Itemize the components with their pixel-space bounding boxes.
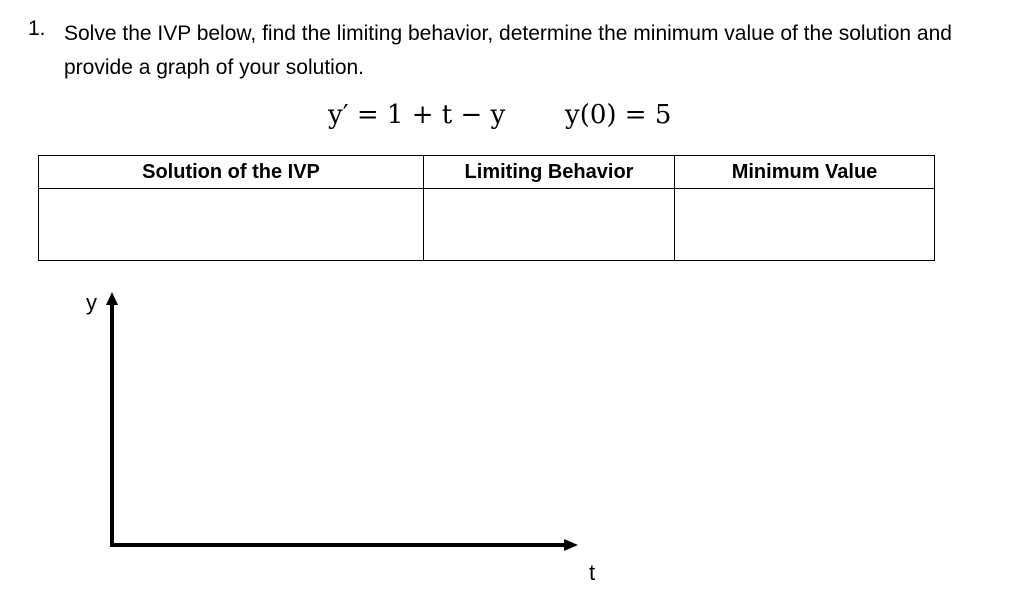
header-minimum-value: Minimum Value [675, 156, 935, 189]
y-axis-arrowhead [106, 292, 118, 305]
problem-statement: Solve the IVP below, find the limiting behavior, determine the minimum value of the solution and provide a graph of your solution. [64, 22, 952, 79]
t-axis-label: t [589, 560, 596, 585]
problem-number: 1. [28, 17, 46, 40]
header-limiting-behavior: Limiting Behavior [424, 156, 675, 189]
initial-condition: y(0) = 5 [565, 100, 672, 130]
header-solution: Solution of the IVP [39, 156, 424, 189]
x-axis-arrowhead [564, 539, 578, 551]
y-axis-label: y [86, 290, 97, 315]
ode-equation: y′ = 1 + t − y [328, 100, 506, 130]
